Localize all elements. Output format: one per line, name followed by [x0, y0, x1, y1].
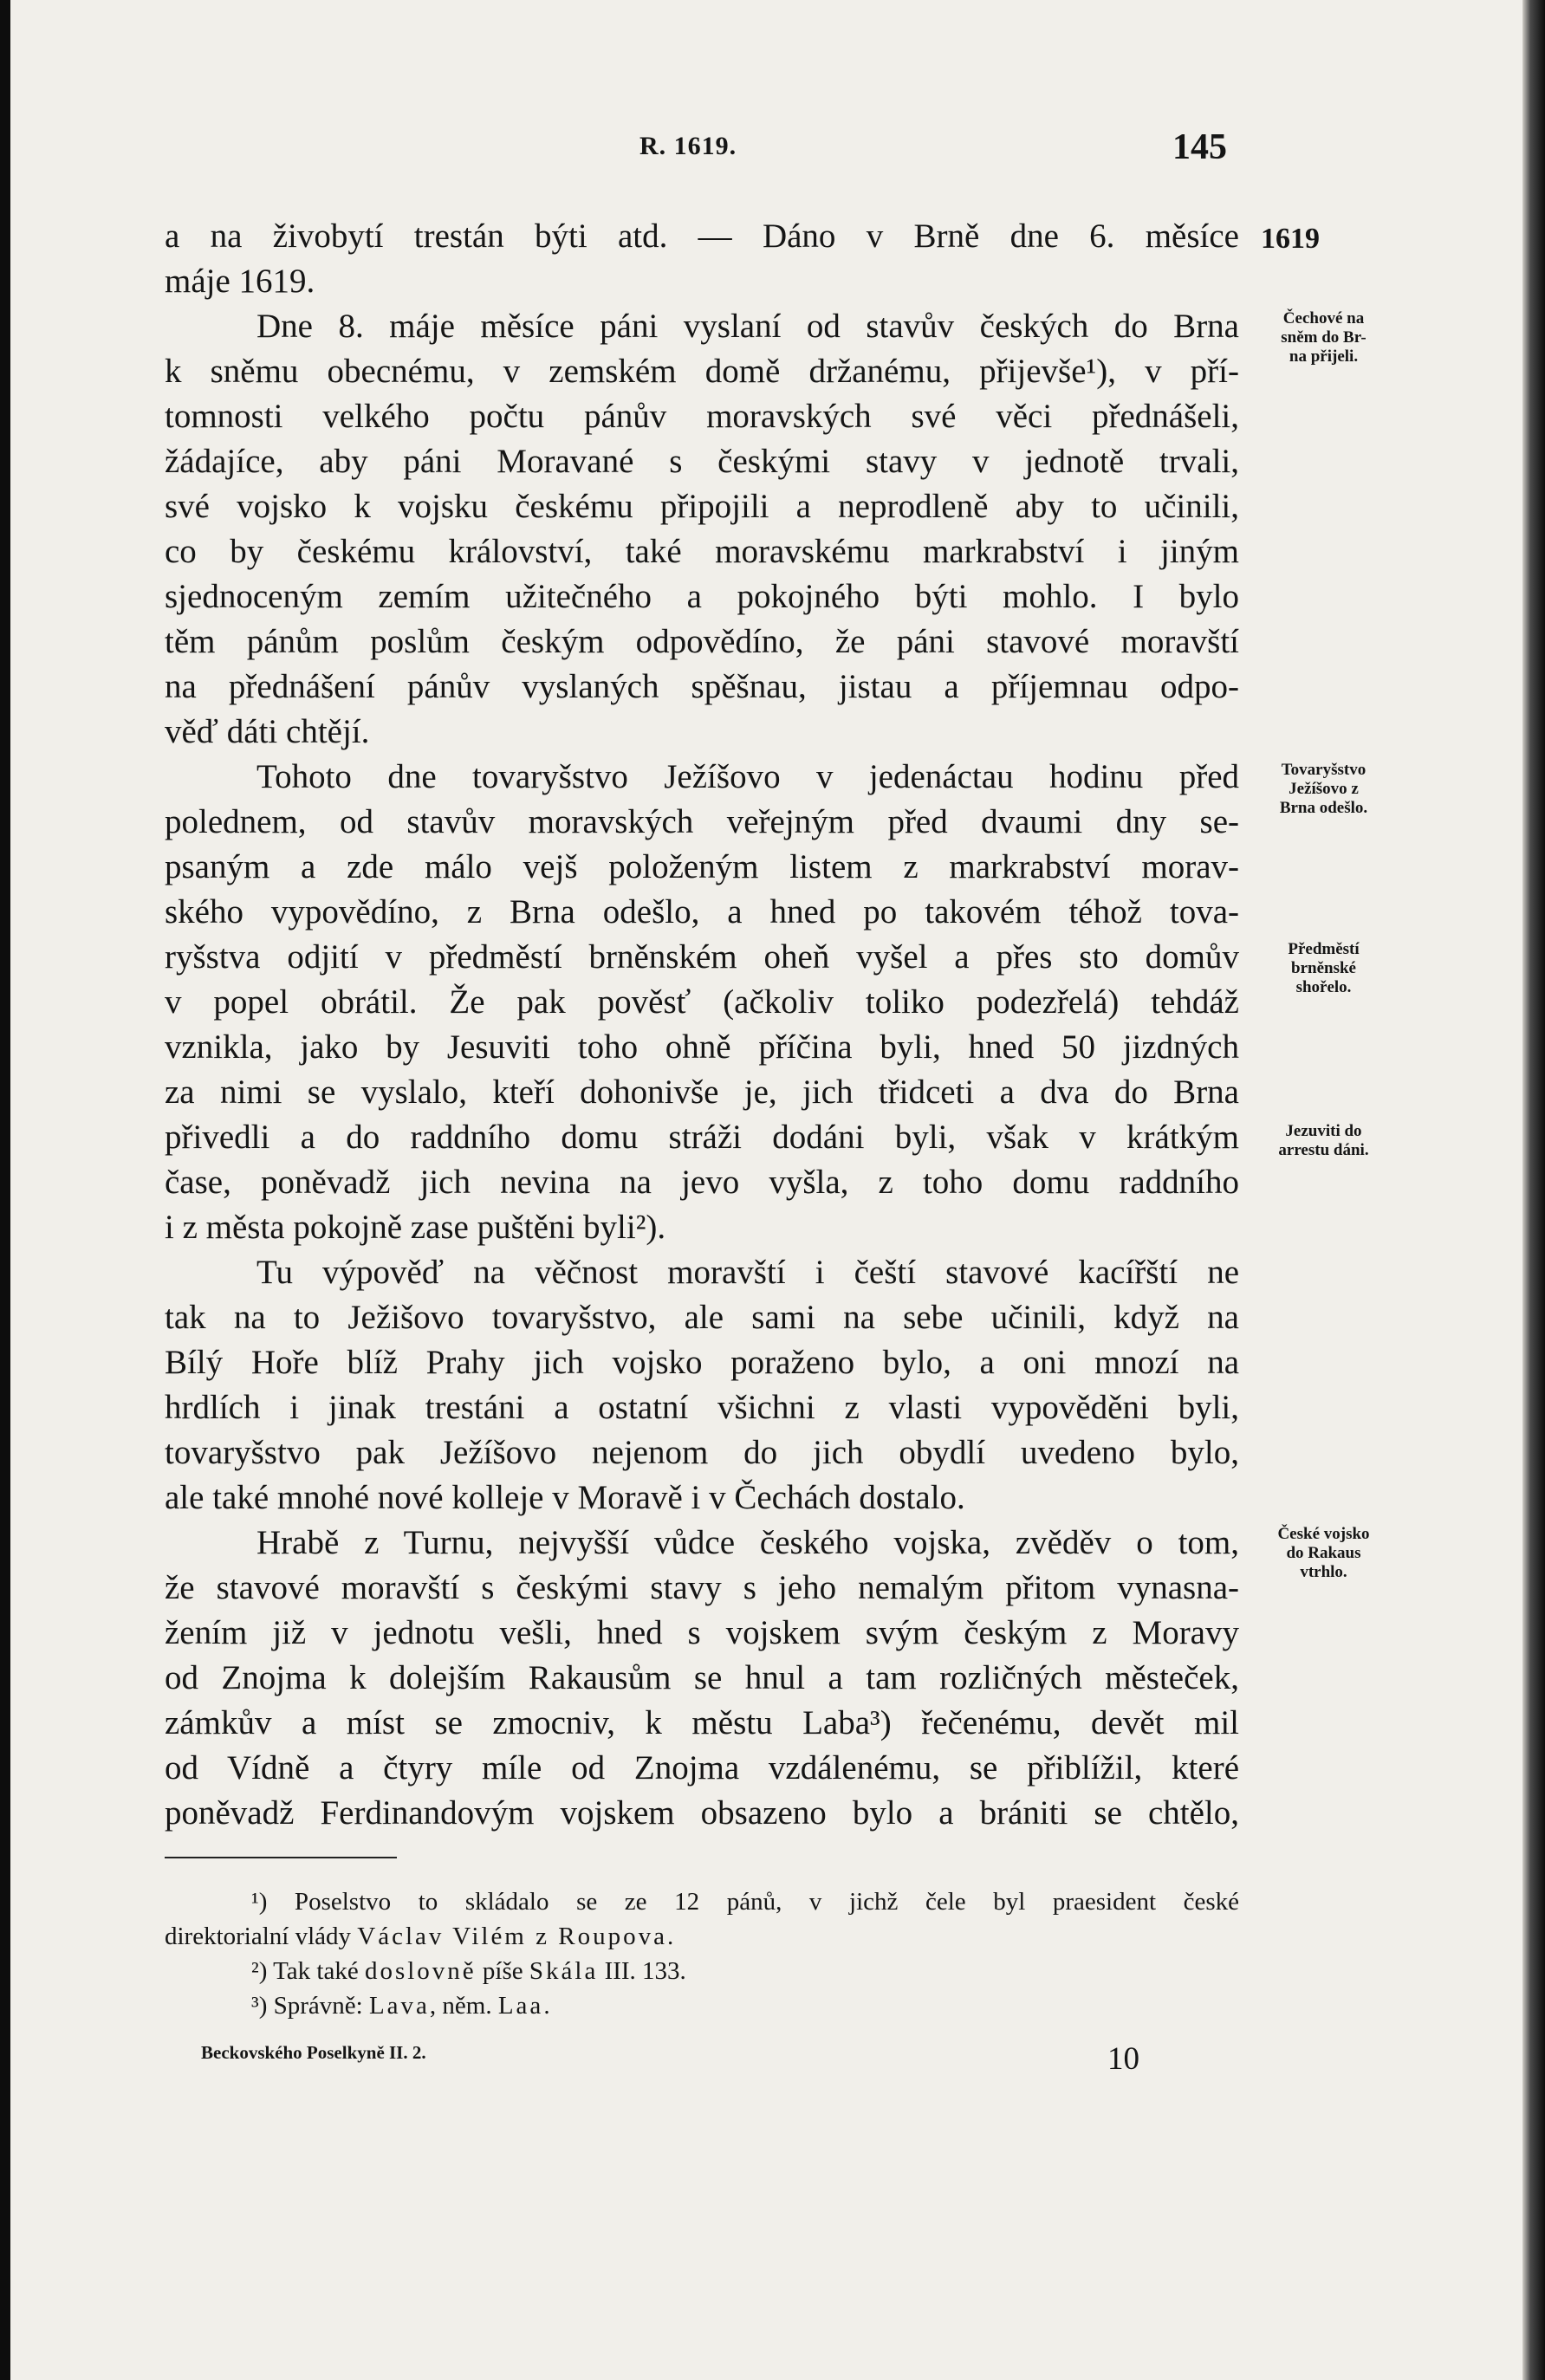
- printer-signature: Beckovského Poselkyně II. 2.: [201, 2042, 426, 2063]
- body-text: [165, 214, 1239, 1836]
- text-line: přivedli a do raddního domu stráži dodáni byli, však v krátkým: [165, 1119, 1239, 1156]
- text-line: hrdlích i jinak trestáni a ostatní všichni z vlasti vypověděni byli,: [165, 1389, 1239, 1426]
- page-number: 145: [1172, 127, 1227, 167]
- person-name: Václav Vilém z Roupova: [357, 1923, 667, 1950]
- margin-note-tovarysstvo: Tovaryšstvo Ježíšovo z Brna odešlo.: [1279, 761, 1368, 817]
- text-line: věď dáti chtějí.: [165, 713, 370, 750]
- margin-year: 1619: [1261, 223, 1320, 255]
- text-line: Bílý Hoře blíž Prahy jich vojsko poraženo bylo, a oni mnozí na: [165, 1344, 1239, 1381]
- text-line: od Vídně a čtyry míle od Znojma vzdálenému, se přiblížil, které: [165, 1749, 1239, 1787]
- paragraph-start: Tu výpověď na věčnost moravští i čeští stavové kacířští ne: [256, 1254, 1239, 1291]
- text-line: za nimi se vyslalo, kteří dohonivše je, jich třidceti a dva do Brna: [165, 1073, 1239, 1111]
- margin-note-cechove: Čechové na sněm do Br- na přijeli.: [1281, 309, 1366, 366]
- text-line: tak na to Ježišovo tovaryšstvo, ale sami na sebe učinili, když na: [165, 1299, 1239, 1336]
- text-line: psaným a zde málo vejš položeným listem z markrabství morav-: [165, 848, 1239, 885]
- text-line: co by českému království, také moravskému markrabství i jiným: [165, 533, 1239, 570]
- paragraph-start: Hrabě z Turnu, nejvyšší vůdce českého vojska, zvěděv o tom,: [256, 1524, 1239, 1561]
- text-line: žádajíce, aby páni Moravané s českými stavy v jednotě trvali,: [165, 443, 1239, 480]
- text-line: těm pánům poslům českým odpovědíno, že páni stavové moravští: [165, 623, 1239, 660]
- text-line: žením již v jednotu vešli, hned s vojskem svým českým z Moravy: [165, 1614, 1239, 1651]
- text-line: ryšstva odjití v předměstí brněnském oheň vyšel a přes sto domův: [165, 938, 1239, 976]
- margin-note-jezuviti: Jezuviti do arrestu dáni.: [1278, 1122, 1369, 1159]
- footnote-rule: [165, 1857, 397, 1858]
- page-header: [0, 127, 1545, 175]
- text-line: tovaryšstvo pak Ježíšovo nejenom do jich obydlí uvedeno bylo,: [165, 1434, 1239, 1471]
- text-line: své vojsko k vojsku českému připojili a neprodleně aby to učinili,: [165, 488, 1239, 525]
- text-line: a na živobytí trestán býti atd. — Dáno v Brně dne 6. měsíce: [165, 217, 1239, 255]
- text-line: k sněmu obecnému, v zemském domě držanému, přijevše¹), v pří-: [165, 353, 1239, 390]
- paragraph-start: Dne 8. máje měsíce páni vyslaní od stavův českých do Brna: [256, 308, 1239, 345]
- footnote-1: ¹) Poselstvo to skládalo se ze 12 pánů, v jichž čele byl praesident české: [251, 1888, 1239, 1916]
- text-line: zámkův a míst se zmocniv, k městu Laba³) řečenému, devět mil: [165, 1704, 1239, 1741]
- text-line: i z města pokojně zase puštěni byli²).: [165, 1209, 666, 1246]
- running-head: R. 1619.: [639, 132, 737, 160]
- text-line: na přednášení pánův vyslaných spěšnau, jistau a příjemnau odpo-: [165, 668, 1239, 705]
- scan-edge-right: [1522, 0, 1545, 2380]
- text-line: poněvadž Ferdinandovým vojskem obsazeno bylo a brániti se chtělo,: [165, 1794, 1239, 1832]
- text-line: sjednoceným zemím užitečného a pokojného býti mohlo. I bylo: [165, 578, 1239, 615]
- margin-note-predmesti: Předměstí brněnské shořelo.: [1288, 940, 1360, 996]
- text-line: vznikla, jako by Jesuviti toho ohně příčina byli, hned 50 jizdných: [165, 1028, 1239, 1066]
- text-line: čase, poněvadž jich nevina na jevo vyšla, z toho domu raddního: [165, 1164, 1239, 1201]
- scan-edge-left: [0, 0, 10, 2380]
- text-line: tomnosti velkého počtu pánův moravských své věci přednášeli,: [165, 398, 1239, 435]
- paragraph-start: Tohoto dne tovaryšstvo Ježíšovo v jedenáctau hodinu před: [256, 758, 1239, 795]
- text-line: ského vypovědíno, z Brna odešlo, a hned po takovém téhož tova-: [165, 893, 1239, 931]
- text-line: ale také mnohé nové kolleje v Moravě i v Čechách dostalo.: [165, 1479, 965, 1516]
- text-line: polednem, od stavův moravských veřejným před dvaumi dny se-: [165, 803, 1239, 840]
- sheet-number: 10: [1107, 2041, 1139, 2077]
- text-line: máje 1619.: [165, 263, 315, 300]
- footnote-2: ²) Tak také doslovně píše Skála III. 133.: [251, 1957, 686, 1985]
- margin-note-ceske-vojsko: České vojsko do Rakaus vtrhlo.: [1277, 1525, 1370, 1581]
- text-line: v popel obrátil. Že pak pověsť (ačkoliv toliko podezřelá) tehdáž: [165, 983, 1239, 1021]
- text-line: že stavové moravští s českými stavy s jeho nemalým přitom vynasna-: [165, 1569, 1239, 1606]
- footnote-3: ³) Správně: Lava, něm. Laa.: [251, 1992, 550, 2020]
- footnotes: [165, 1884, 1239, 2023]
- text-line: od Znojma k dolejším Rakausům se hnul a tam rozličných městeček,: [165, 1659, 1239, 1696]
- footnote-1-cont: direktorialní vlády Václav Vilém z Roupova.: [165, 1923, 674, 1950]
